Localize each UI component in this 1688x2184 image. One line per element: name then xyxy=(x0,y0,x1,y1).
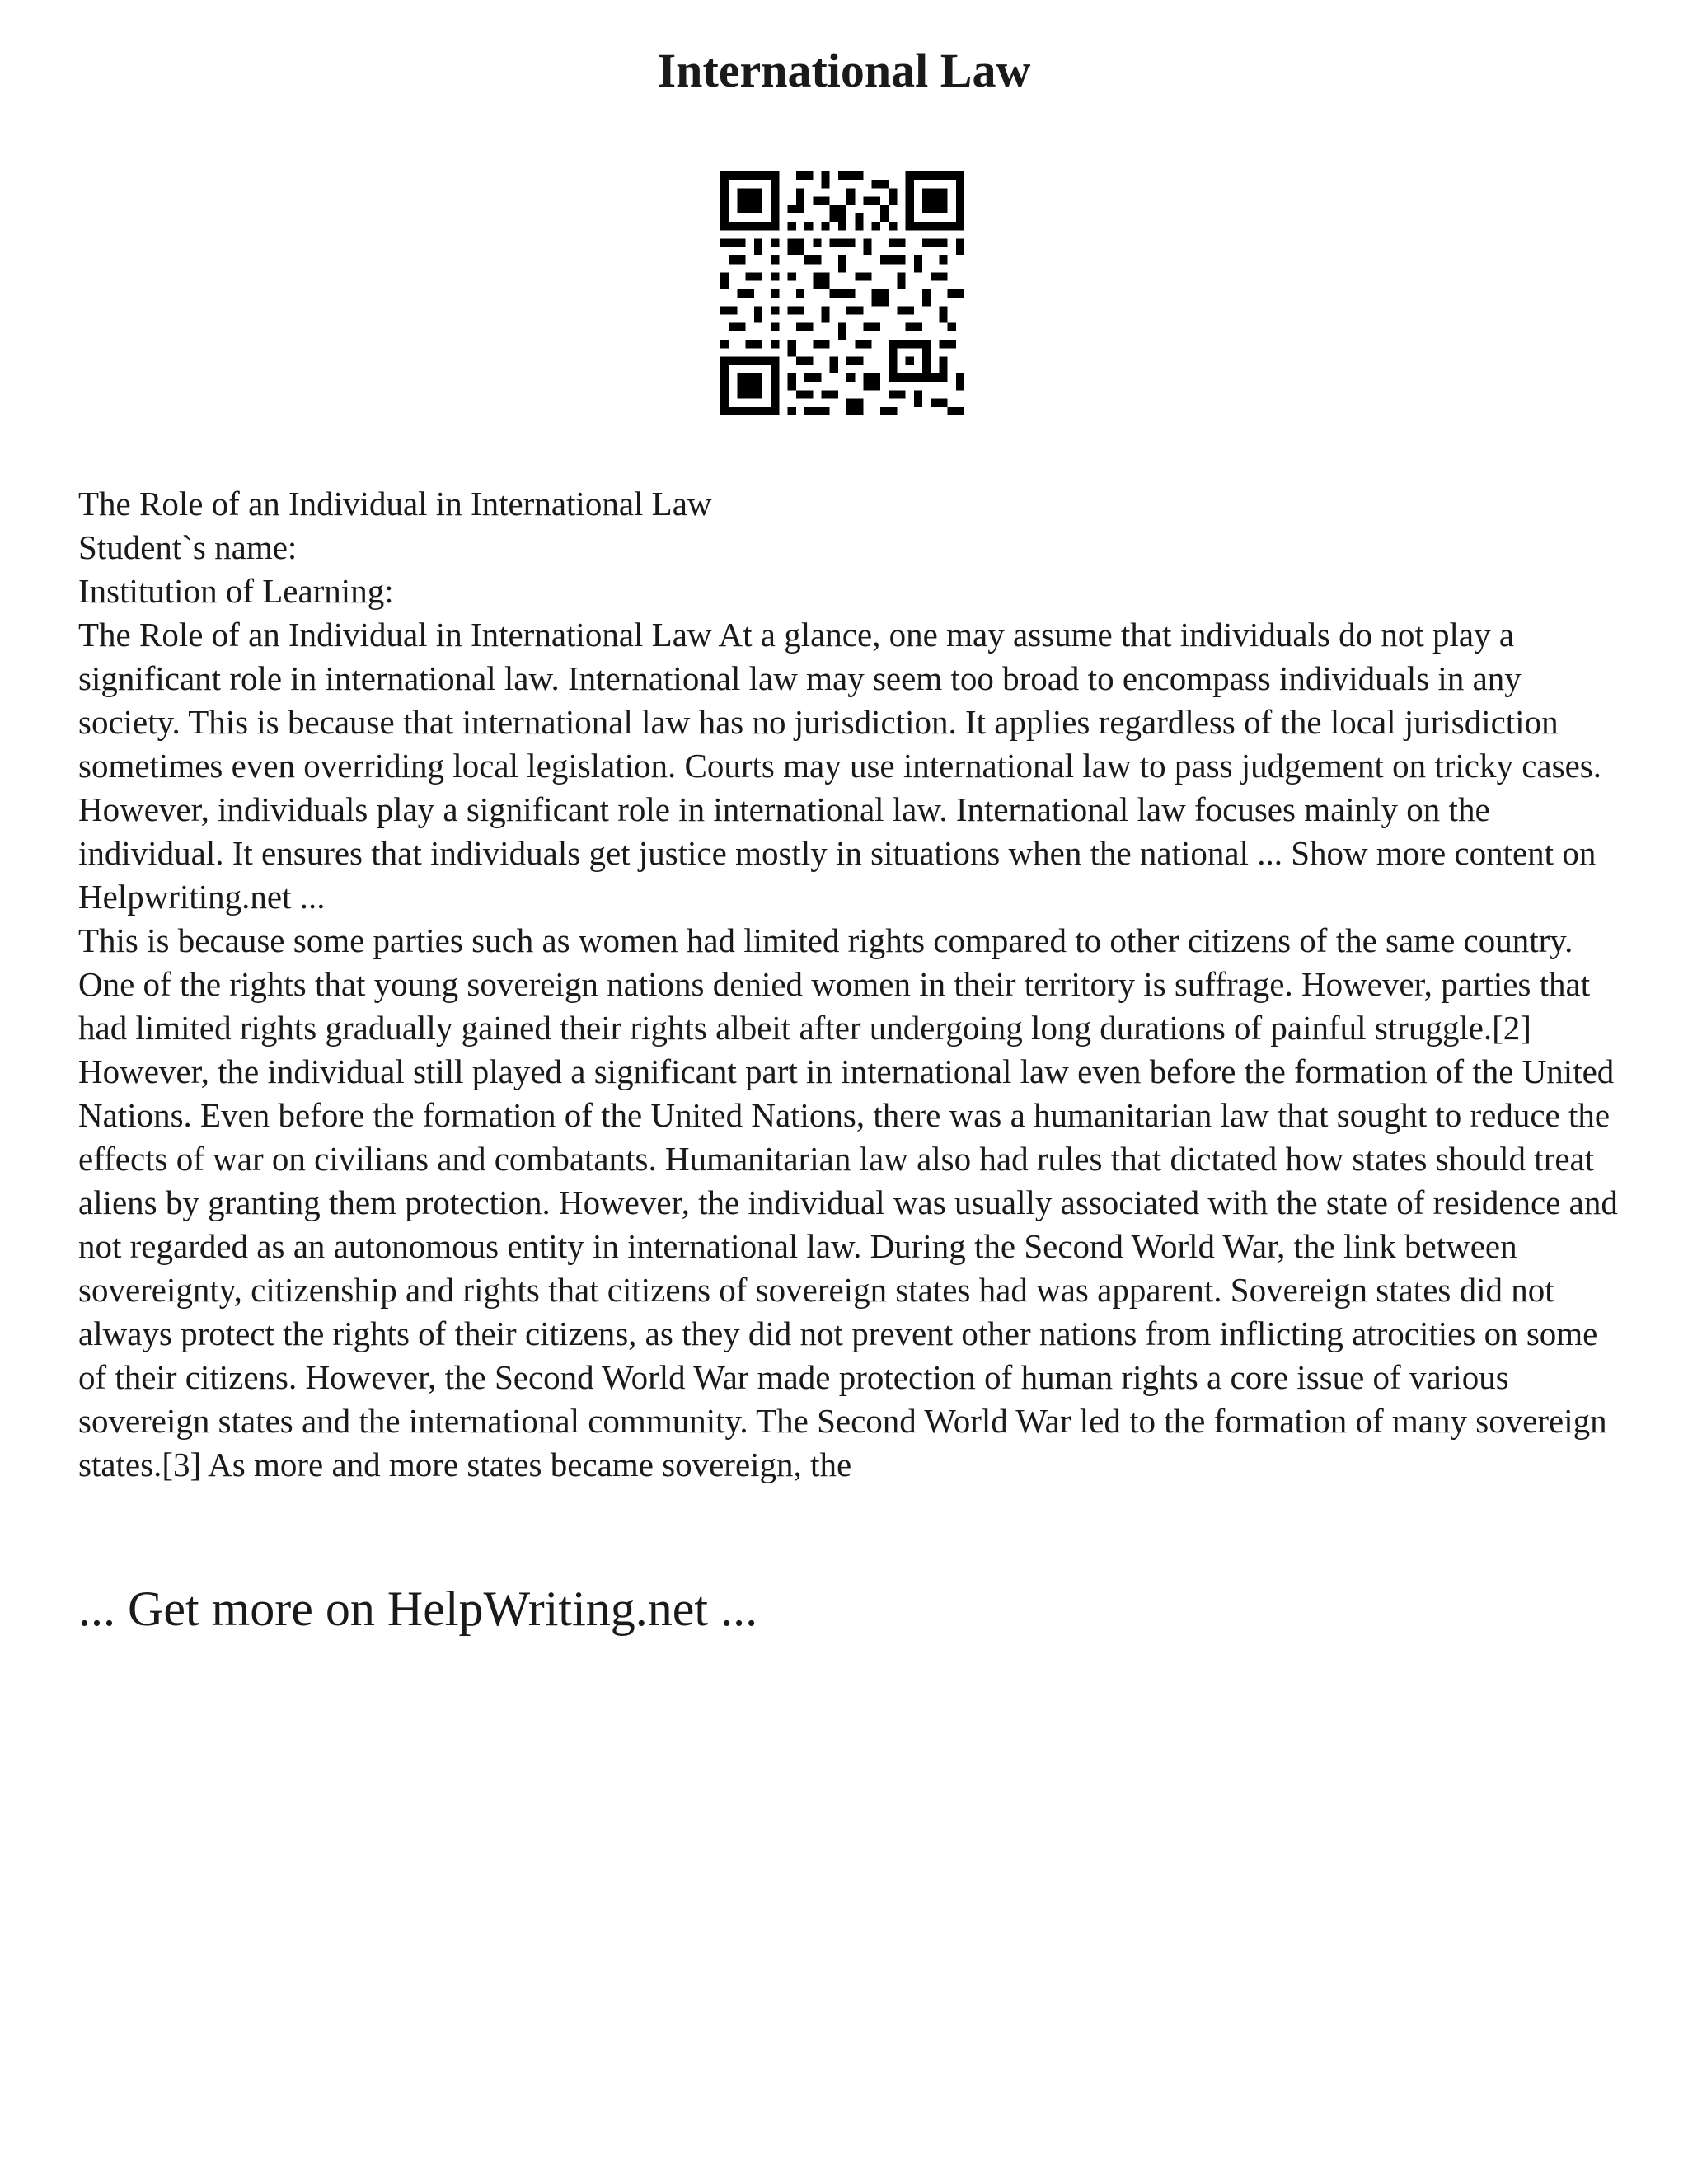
get-more-text: ... Get more on HelpWriting.net ... xyxy=(78,1582,758,1636)
institution-label: Institution of Learning: xyxy=(78,572,394,610)
student-name-label: Student`s name: xyxy=(78,528,298,566)
page-title: International Law xyxy=(657,44,1031,97)
paragraph-intro: The Role of an Individual in International Law At a glance, one may assume that individuals do not play a significant role in international law. International law may seem too broad to encompass individuals in any society. This is because that international law has no jurisdiction. It applies regardless of the local jurisdiction sometimes even overriding local legislation. Courts may use international law to pass judgement on tricky cases. However, individuals play a significant role in international law. International law focuses mainly on the individual. It ensures that individuals get justice mostly in situations when the national ... Show more content on Helpwriting.net ... xyxy=(78,616,1601,916)
document-body xyxy=(78,482,1628,1487)
paragraph-body: This is because some parties such as women had limited rights compared to other citizens of the same country. One of the rights that young sovereign nations denied women in their territory is suffrage. However, parties that had limited rights gradually gained their rights albeit after undergoing long durations of painful struggle.[2] However, the individual still played a significant part in international law even before the formation of the United Nations. Even before the formation of the United Nations, there was a humanitarian law that sought to reduce the effects of war on civilians and combatants. Humanitarian law also had rules that dictated how states should treat aliens by granting them protection. However, the individual was usually associated with the state of residence and not regarded as an autonomous entity in international law. During the Second World War, the link between sovereignty, citizenship and rights that citizens of sovereign states had was apparent. Sovereign states did not always protect the rights of their citizens, as they did not prevent other nations from inflicting atrocities on some of their citizens. However, the Second World War made protection of human rights a core issue of various sovereign states and the international community. The Second World War led to the formation of many sovereign states.[3] As more and more states became sovereign, the xyxy=(78,921,1618,1483)
qr-code-icon xyxy=(720,171,964,415)
document-subtitle: The Role of an Individual in International Law xyxy=(78,485,712,523)
